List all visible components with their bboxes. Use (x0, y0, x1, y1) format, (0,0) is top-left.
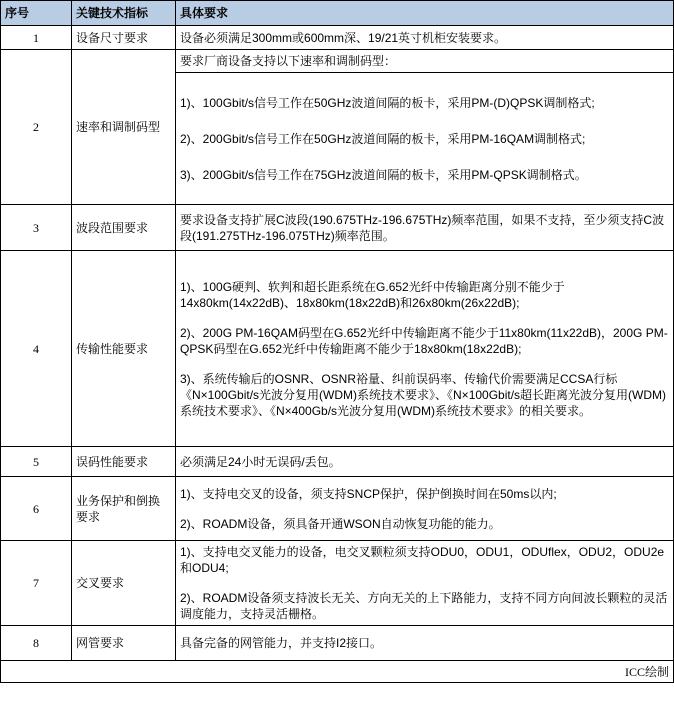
requirement-cell (176, 205, 674, 251)
header-cell-indicator: 关键技术指标 (72, 1, 176, 26)
row-number-cell: 1 (1, 26, 72, 50)
requirement-paragraph: 1)、支持电交叉能力的设备，电交叉颗粒须支持ODU0，ODU1，ODUflex，ODU2，ODU2e和ODU4; (180, 545, 665, 575)
requirement-cell (176, 541, 674, 626)
requirement-paragraph: 3)、系统传输后的OSNR、OSNR裕量、纠前误码率、传输代价需要满足CCSA行标《N×100Gbit/s光波分复用(WDM)系统技术要求》、《N×100Gbit/s超长距离光波分复用(WDM)系统技术要求》、《N×400Gb/s光波分复用(WDM)系统技术要求》的相关要求。 (180, 371, 667, 418)
table-header-row (1, 1, 674, 26)
table-row (1, 26, 674, 50)
requirement-paragraph: 具备完备的网管能力，并支持I2接口。 (180, 636, 383, 650)
indicator-cell: 网管要求 (72, 626, 176, 661)
table-row (1, 541, 674, 626)
row-number-cell: 4 (1, 251, 72, 447)
requirement-paragraph: 2)、200Gbit/s信号工作在50GHz波道间隔的板卡，采用PM-16QAM调制格式; (180, 131, 586, 146)
row-number-cell: 5 (1, 447, 72, 477)
requirement-paragraph: 1)、100G硬判、软判和超长距系统在G.652光纤中传输距离分别不能少于14x80km(14x22dB)、18x80km(18x22dB)和26x80km(26x22dB); (180, 279, 565, 310)
requirement-paragraph: 要求厂商设备支持以下速率和调制码型： (180, 54, 397, 68)
header-cell-requirement: 具体要求 (176, 1, 674, 26)
requirement-cell (176, 626, 674, 661)
table-row (1, 50, 674, 73)
indicator-cell: 误码性能要求 (72, 447, 176, 477)
row-number-cell: 2 (1, 50, 72, 205)
requirement-paragraph: 必须满足24小时无误码/丢包。 (180, 454, 341, 469)
requirement-cell (176, 477, 674, 541)
requirement-intro-cell (176, 50, 674, 73)
table-row (1, 626, 674, 661)
row-number-cell: 7 (1, 541, 72, 626)
requirement-paragraph: 要求设备支持扩展C波段(190.675THz-196.675THz)频率范围，如果不支持，至少须支持C波段(191.275THz-196.075THz)频率范围。 (180, 212, 665, 243)
row-number-cell: 6 (1, 477, 72, 541)
indicator-cell: 传输性能要求 (72, 251, 176, 447)
table-row (1, 251, 674, 447)
row-number-cell: 3 (1, 205, 72, 251)
indicator-cell: 交叉要求 (72, 541, 176, 626)
requirement-paragraph: 1)、100Gbit/s信号工作在50GHz波道间隔的板卡，采用PM-(D)QPSK调制格式; (180, 95, 595, 110)
requirement-paragraph: 3)、200Gbit/s信号工作在75GHz波道间隔的板卡，采用PM-QPSK调制格式。 (180, 167, 587, 182)
header-cell-number: 序号 (1, 1, 72, 26)
indicator-cell: 业务保护和倒换要求 (72, 477, 176, 541)
table-footer-row (1, 661, 674, 683)
requirement-cell (176, 251, 674, 447)
requirement-paragraph: 2)、ROADM设备须支持波长无关、方向无关的上下路能力，支持不同方向间波长颗粒的灵活调度能力，支持灵活栅格。 (180, 591, 668, 621)
requirement-cell (176, 447, 674, 477)
row-number-cell: 8 (1, 626, 72, 661)
requirement-paragraph: 2)、ROADM设备，须具备开通WSON自动恢复功能的能力。 (180, 516, 501, 531)
indicator-cell: 速率和调制码型 (72, 50, 176, 205)
footer-credit: ICC绘制 (1, 661, 674, 683)
indicator-cell: 设备尺寸要求 (72, 26, 176, 50)
requirement-paragraph: 2)、200G PM-16QAM码型在G.652光纤中传输距离不能少于11x80km(11x22dB)，200G PM-QPSK码型在G.652光纤中传输距离不能少于18x80km(18x22dB); (180, 325, 668, 356)
requirement-cell (176, 26, 674, 50)
requirement-paragraph: 设备必须满足300mm或600mm深、19/21英寸机柜安装要求。 (180, 30, 507, 45)
table-row (1, 447, 674, 477)
table-row (1, 477, 674, 541)
indicator-cell: 波段范围要求 (72, 205, 176, 251)
requirement-paragraph: 1)、支持电交叉的设备，须支持SNCP保护，保护倒换时间在50ms以内; (180, 486, 557, 501)
requirement-cell (176, 73, 674, 205)
table-row (1, 205, 674, 251)
